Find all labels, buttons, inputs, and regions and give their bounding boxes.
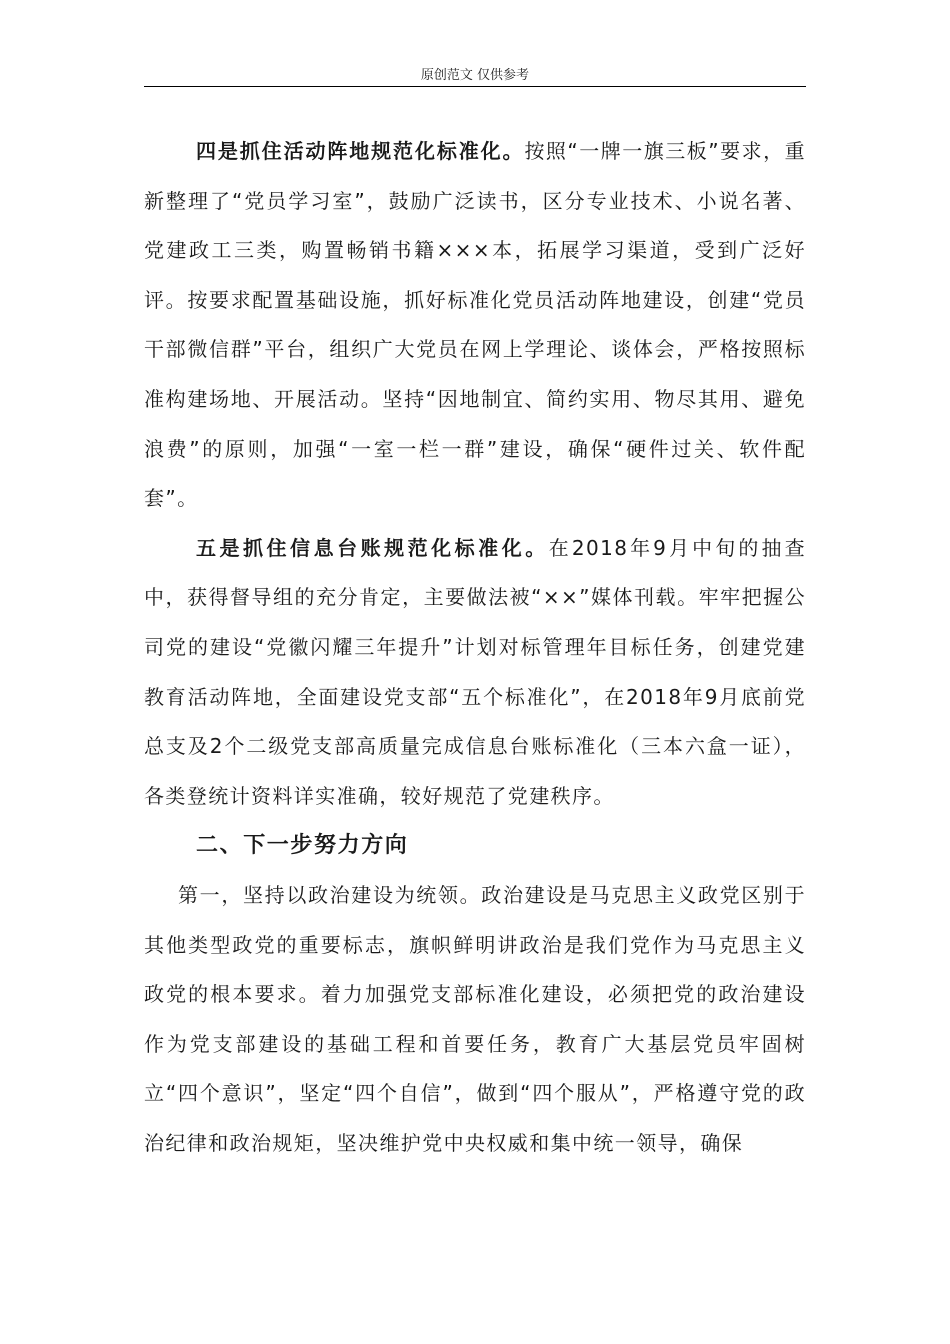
paragraph-text: 在2018年9月中旬的抽查中，获得督导组的充分肯定，主要做法被“××”媒体刊载。牢牢把握公司党的建设“党徽闪耀三年提升”计划对标管理年目标任务，创建党建教育活动阵地，全面建设党支部“五个标准化”，在2018年9月底前党总支及2个二级党支部高质量完成信息台账标准化（三本六盒一证），各类登统计资料详实准确，较好规范了党建秩序。 (144, 535, 806, 808)
paragraph-lead: 五是抓住信息台账规范化标准化。 (196, 535, 549, 560)
section-heading: 二、下一步努力方向 (196, 833, 409, 859)
paragraph-lead: 四是抓住活动阵地规范化标准化。 (196, 139, 525, 163)
paragraph-text: 按照“一牌一旗三板”要求，重新整理了“党员学习室”，鼓励广泛读书，区分专业技术、小说名著、党建政工三类，购置畅销书籍×××本，拓展学习渠道，受到广泛好评。按要求配置基础设施，抓好标准化党员活动阵地建设，创建“党员干部微信群”平台，组织广大党员在网上学理论、谈体会，严格按照标准构建场地、开展活动。坚持“因地制宜、简约实用、物尽其用、避免浪费”的原则，加强“一室一栏一群”建设，确保“硬件过关、软件配套”。 (144, 139, 807, 511)
paragraph-political-construction: 第一，坚持以政治建设为统领。政治建设是马克思主义政党区别于其他类型政党的重要标志，旗帜鲜明讲政治是我们党作为马克思主义政党的根本要求。着力加强党支部标准化建设，必须把党的政治建设作为党支部建设的基础工程和首要任务，教育广大基层党员牢固树立“四个意识”，坚定“四个自信”，做到“四个服从”，严格遵守党的政治纪律和政治规矩，坚决维护党中央权威和集中统一领导，确保 (144, 882, 806, 1155)
paragraph-info-ledger (144, 524, 806, 822)
page-header: 原创范文 仅供参考 (420, 68, 530, 83)
paragraph-activity-venue (144, 127, 806, 524)
document-body (144, 127, 806, 1168)
header-divider (144, 86, 806, 87)
